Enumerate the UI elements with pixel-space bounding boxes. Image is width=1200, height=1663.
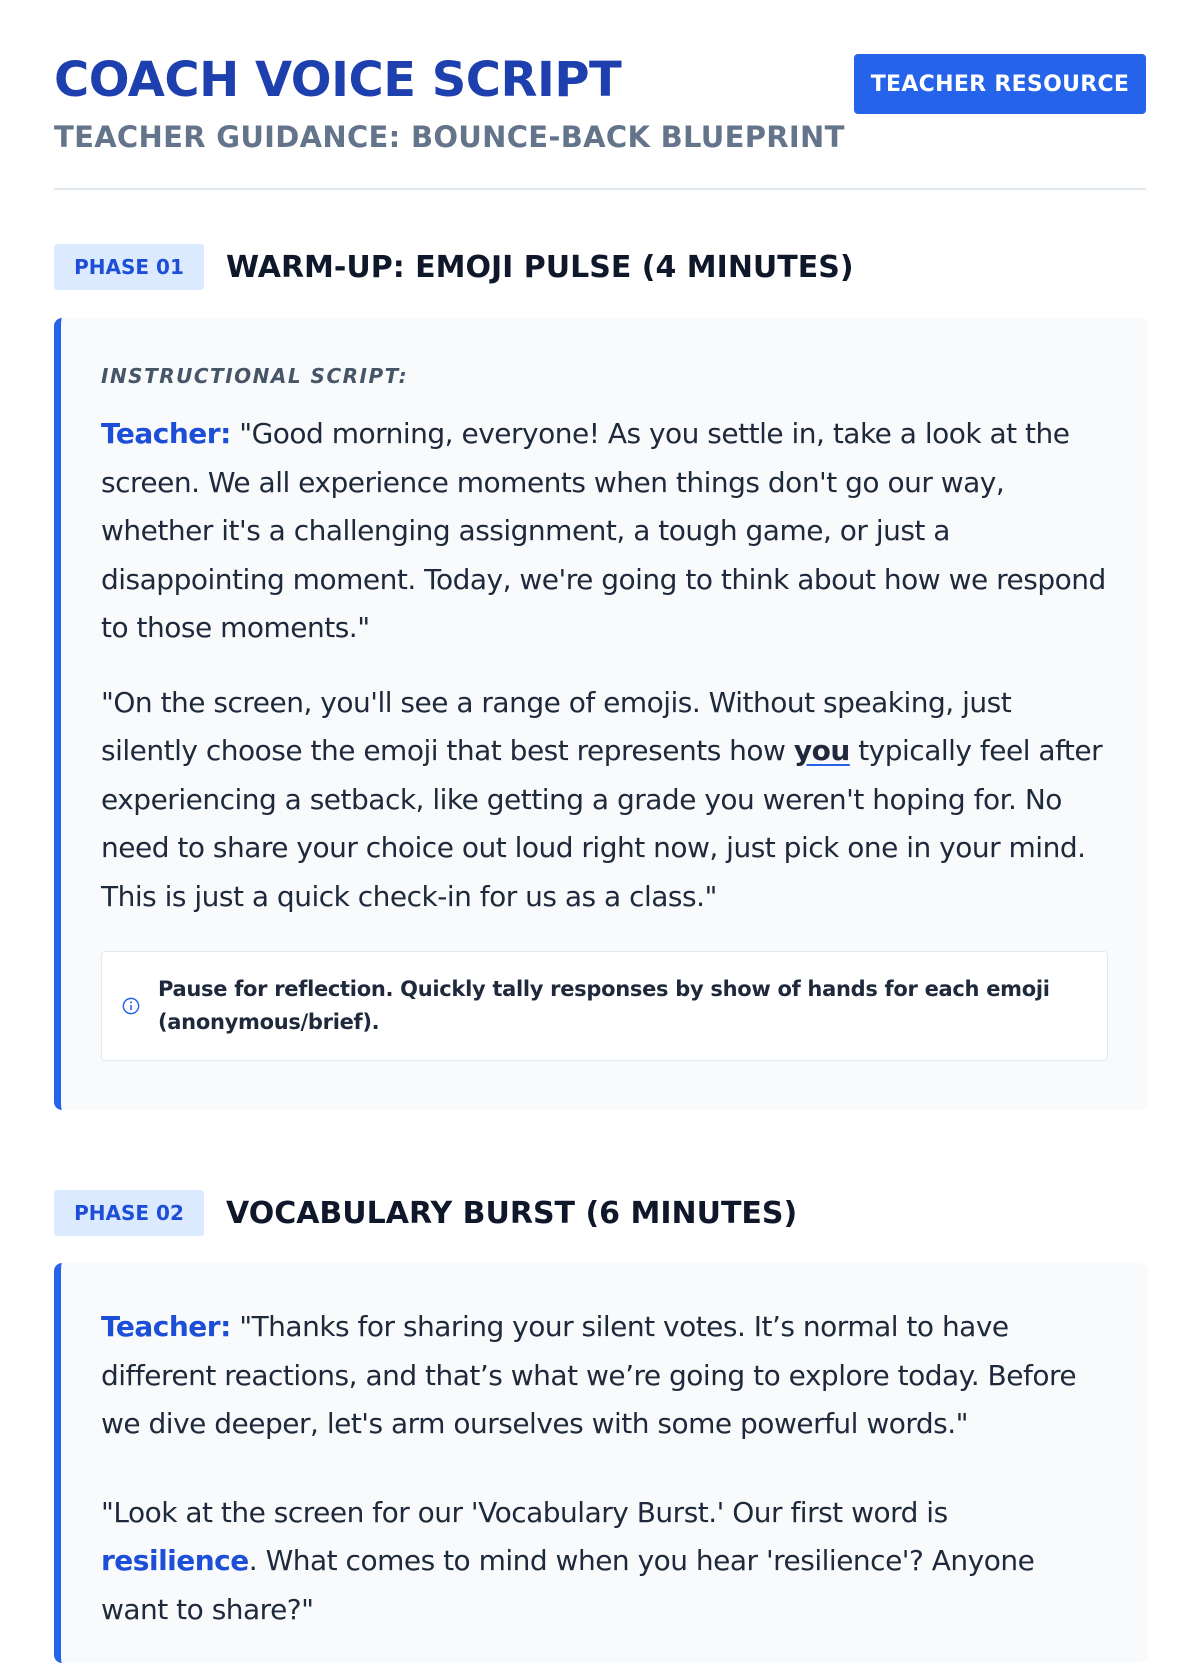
script-paragraph: [101, 679, 1108, 922]
script-paragraph: [101, 410, 1108, 653]
phase-badge: PHASE 02: [54, 1190, 204, 1236]
phase-title: VOCABULARY BURST (6 MINUTES): [226, 1195, 798, 1231]
script-text: "Thanks for sharing your silent votes. It’s normal to have different reactions, and that’s what we’re going to explore today. Before we dive deeper, let's arm ourselves with some powerful words.": [101, 1310, 1077, 1440]
phase-badge: PHASE 01: [54, 244, 204, 290]
page-subtitle: TEACHER GUIDANCE: BOUNCE-BACK BLUEPRINT: [54, 120, 845, 154]
script-text: typically feel after experiencing a setback, like getting a grade you weren't hoping for. No need to share your choice out loud right now, just pick one in your mind. This is just a quick check-in for us as a class.": [101, 734, 1103, 913]
script-paragraph: [101, 1303, 1108, 1449]
emphasis-word: you: [793, 734, 850, 767]
script-paragraph: [101, 1489, 1108, 1635]
teacher-resource-button[interactable]: TEACHER RESOURCE: [854, 54, 1146, 114]
header: [54, 0, 1146, 190]
script-text: "Good morning, everyone! As you settle in, take a look at the screen. We all experience moments when things don't go our way, whether it's a challenging assignment, a tough game, or just a disappointing moment. Today, we're going to think about how we respond to those moments.": [101, 417, 1106, 644]
vocabulary-keyword: resilience: [101, 1544, 249, 1577]
page-title: COACH VOICE SCRIPT: [54, 52, 622, 108]
script-card-02: [54, 1263, 1148, 1663]
script-text: . What comes to mind when you hear 'resilience'? Anyone want to share?": [101, 1544, 1035, 1626]
script-text: "Look at the screen for our 'Vocabulary Burst.' Our first word is: [101, 1495, 948, 1529]
speaker-label: Teacher:: [101, 417, 231, 450]
script-card-01: [54, 318, 1148, 1110]
phase-header-01: [54, 244, 854, 290]
info-icon: [122, 997, 140, 1015]
script-label: INSTRUCTIONAL SCRIPT:: [101, 364, 409, 388]
script-text: "On the screen, you'll see a range of emojis. Without speaking, just silently choose the emoji that best represents how: [101, 685, 1012, 767]
speaker-label: Teacher:: [101, 1310, 231, 1343]
phase-title: WARM-UP: EMOJI PULSE (4 MINUTES): [226, 249, 854, 285]
phase-header-02: [54, 1190, 797, 1236]
facilitator-note: [101, 951, 1108, 1061]
note-text: Pause for reflection. Quickly tally responses by show of hands for each emoji (anonymous/brief).: [158, 977, 1050, 1034]
